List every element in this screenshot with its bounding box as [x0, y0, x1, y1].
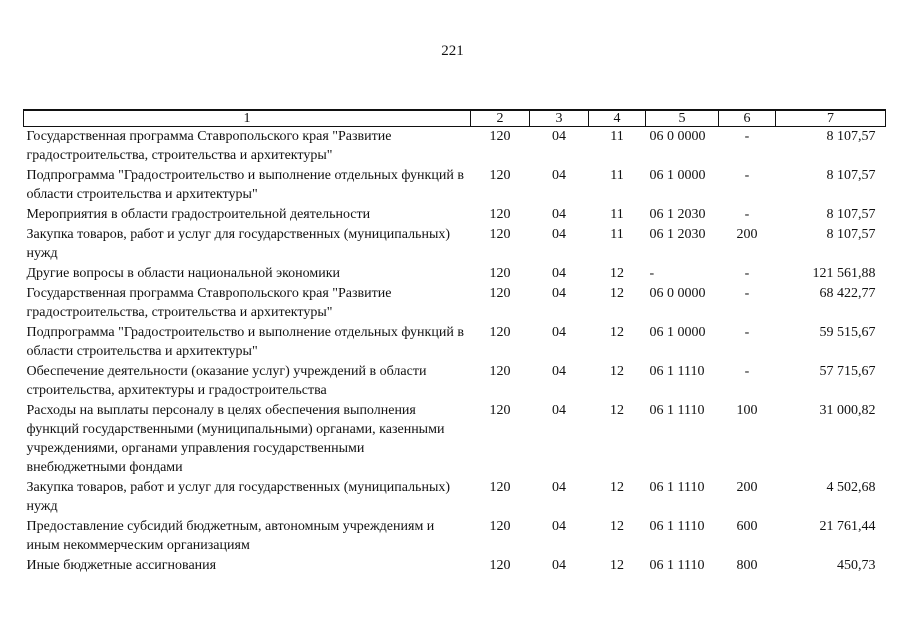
table-row: [24, 225, 886, 264]
table-row: [24, 401, 886, 478]
table-row: [24, 362, 886, 401]
table-row: [24, 284, 886, 323]
header-col-3: 3: [530, 110, 589, 127]
row-col-4: 12: [610, 403, 624, 418]
row-col-2: 120: [489, 129, 511, 144]
row-amount: 4 502,68: [826, 480, 876, 495]
row-name: Иные бюджетные ассигнования: [26, 558, 217, 573]
row-col-3: 04: [552, 286, 566, 301]
row-col-4: 12: [610, 364, 624, 379]
row-col-5: -: [649, 266, 655, 281]
row-col-3: 04: [552, 227, 566, 242]
header-col-1: 1: [24, 110, 471, 127]
row-col-5: 06 1 1110: [649, 558, 705, 573]
row-col-5: 06 1 1110: [649, 480, 705, 495]
table-row: [24, 556, 886, 576]
row-col-2: 120: [489, 168, 511, 183]
row-col-4: 12: [610, 266, 624, 281]
row-col-6: -: [744, 129, 750, 144]
table-body: [24, 127, 886, 577]
header-col-7: 7: [776, 110, 886, 127]
row-col-6: -: [744, 266, 750, 281]
row-col-2: 120: [489, 325, 511, 340]
row-col-4: 12: [610, 558, 624, 573]
row-amount: 8 107,57: [826, 227, 876, 242]
row-col-5: 06 0 0000: [649, 286, 706, 301]
row-col-3: 04: [552, 403, 566, 418]
row-col-2: 120: [489, 480, 511, 495]
row-col-2: 120: [489, 207, 511, 222]
budget-table: [23, 109, 886, 576]
header-col-6: 6: [719, 110, 776, 127]
table-row: [24, 517, 886, 556]
row-col-5: 06 1 1110: [649, 519, 705, 534]
row-amount: 68 422,77: [819, 286, 876, 301]
row-col-2: 120: [489, 227, 511, 242]
row-name: Закупка товаров, работ и услуг для государственных (муниципальных) нужд: [26, 480, 451, 514]
row-col-5: 06 1 0000: [649, 168, 706, 183]
row-name: Государственная программа Ставропольского края "Развитие градостроительства, строительства и архитектуры": [26, 286, 392, 320]
header-col-5: 5: [646, 110, 719, 127]
row-col-6: 200: [736, 227, 758, 242]
row-name: Предоставление субсидий бюджетным, автономным учреждениям и иным некоммерческим организациям: [26, 519, 435, 553]
header-col-2: 2: [471, 110, 530, 127]
row-col-4: 11: [610, 227, 624, 242]
row-col-3: 04: [552, 364, 566, 379]
row-col-6: -: [744, 207, 750, 222]
page-number: 221: [441, 43, 464, 59]
row-name: Подпрограмма "Градостроительство и выполнение отдельных функций в области строительства и архитектуры": [26, 168, 464, 202]
row-col-6: -: [744, 286, 750, 301]
row-col-4: 11: [610, 168, 624, 183]
row-name: Подпрограмма "Градостроительство и выполнение отдельных функций в области строительства и архитектуры": [26, 325, 464, 359]
row-col-4: 12: [610, 325, 624, 340]
table-header-row: [24, 110, 886, 127]
row-col-3: 04: [552, 129, 566, 144]
row-name: Обеспечение деятельности (оказание услуг) учреждений в области строительства, архитектуры и градостроительства: [26, 364, 427, 398]
row-col-5: 06 1 1110: [649, 403, 705, 418]
table-row: [24, 205, 886, 225]
table-row: [24, 478, 886, 517]
row-col-3: 04: [552, 325, 566, 340]
row-amount: 21 761,44: [819, 519, 876, 534]
row-col-2: 120: [489, 364, 511, 379]
row-col-4: 11: [610, 207, 624, 222]
row-amount: 8 107,57: [826, 207, 876, 222]
row-col-2: 120: [489, 286, 511, 301]
row-col-6: 600: [736, 519, 758, 534]
table-row: [24, 166, 886, 205]
row-col-3: 04: [552, 168, 566, 183]
row-name: Закупка товаров, работ и услуг для государственных (муниципальных) нужд: [26, 227, 451, 261]
row-amount: 8 107,57: [826, 129, 876, 144]
row-name: Расходы на выплаты персоналу в целях обеспечения выполнения функций государственными (муниципальными) органами, казенными учреждениями, органами управления государственными внебюджетными фондами: [26, 403, 445, 475]
table-row: [24, 264, 886, 284]
row-col-6: 200: [736, 480, 758, 495]
row-name: Государственная программа Ставропольского края "Развитие градостроительства, строительства и архитектуры": [26, 129, 392, 163]
table-row: [24, 127, 886, 167]
header-col-4: 4: [589, 110, 646, 127]
row-col-3: 04: [552, 480, 566, 495]
row-amount: 8 107,57: [826, 168, 876, 183]
row-col-5: 06 1 2030: [649, 227, 706, 242]
row-col-5: 06 1 0000: [649, 325, 706, 340]
table-row: [24, 323, 886, 362]
row-col-4: 12: [610, 519, 624, 534]
row-col-3: 04: [552, 266, 566, 281]
row-col-5: 06 1 2030: [649, 207, 706, 222]
row-col-4: 12: [610, 286, 624, 301]
row-col-4: 11: [610, 129, 624, 144]
row-col-3: 04: [552, 207, 566, 222]
row-name: Другие вопросы в области национальной экономики: [26, 266, 341, 281]
row-col-6: 800: [736, 558, 758, 573]
row-col-2: 120: [489, 403, 511, 418]
row-col-3: 04: [552, 558, 566, 573]
row-name: Мероприятия в области градостроительной деятельности: [26, 207, 371, 222]
row-amount: 121 561,88: [812, 266, 876, 281]
row-col-3: 04: [552, 519, 566, 534]
row-col-6: 100: [736, 403, 758, 418]
row-amount: 57 715,67: [819, 364, 876, 379]
row-amount: 31 000,82: [819, 403, 876, 418]
row-col-2: 120: [489, 266, 511, 281]
row-col-2: 120: [489, 519, 511, 534]
row-amount: 450,73: [837, 558, 876, 573]
row-col-2: 120: [489, 558, 511, 573]
row-amount: 59 515,67: [819, 325, 876, 340]
row-col-6: -: [744, 364, 750, 379]
row-col-6: -: [744, 168, 750, 183]
row-col-4: 12: [610, 480, 624, 495]
row-col-6: -: [744, 325, 750, 340]
row-col-5: 06 1 1110: [649, 364, 705, 379]
row-col-5: 06 0 0000: [649, 129, 706, 144]
